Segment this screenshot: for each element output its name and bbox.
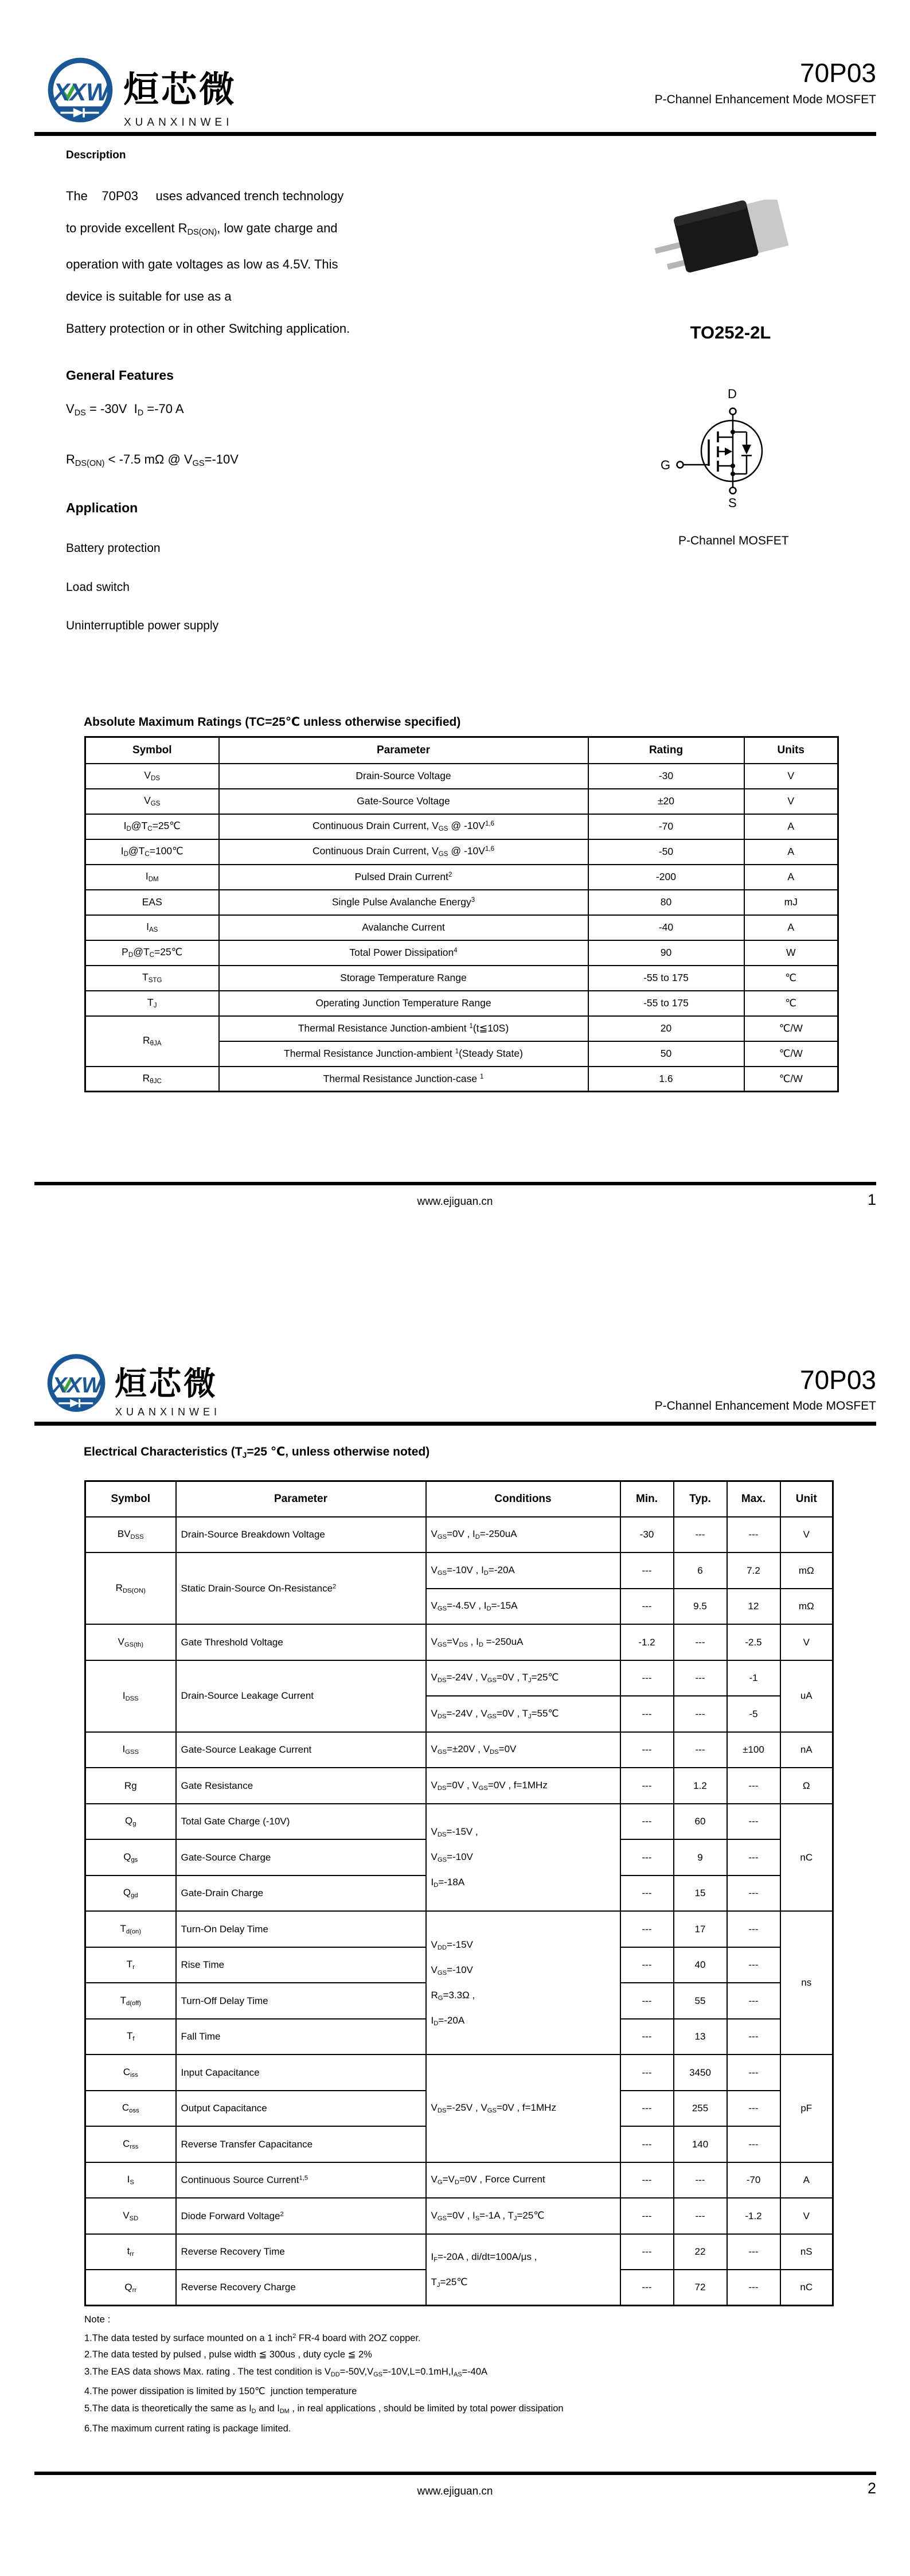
footer-rule xyxy=(34,1182,876,1185)
table-cell: Avalanche Current xyxy=(219,915,588,940)
table-cell: mΩ xyxy=(780,1589,833,1625)
table-cell: --- xyxy=(727,2054,780,2091)
table-cell: 15 xyxy=(674,1875,727,1912)
header-rule xyxy=(34,1422,876,1426)
table-cell: 1.6 xyxy=(588,1067,744,1092)
table-cell: --- xyxy=(620,2091,674,2127)
table-cell: nC xyxy=(780,2270,833,2306)
table-cell: -30 xyxy=(620,1517,674,1553)
features-title: General Features xyxy=(66,368,174,383)
table-cell: --- xyxy=(727,2270,780,2306)
table-cell: --- xyxy=(620,1947,674,1983)
brand-name-en: XUANXINWEI xyxy=(124,116,233,129)
table-cell: $V_{GS}=-10V$ , $I_D=-20A$ xyxy=(426,1552,620,1589)
table-row xyxy=(85,2234,833,2270)
table-cell: Continuous Drain Current, $V_{GS}$ @ $-10V^{1,6}$ xyxy=(219,839,588,865)
table-row xyxy=(85,1911,833,1947)
table-cell: -40 xyxy=(588,915,744,940)
table-row xyxy=(85,865,838,890)
notes-title: Note : xyxy=(84,2314,111,2325)
table-cell: $T_J$ xyxy=(85,991,219,1016)
footer-url[interactable]: www.ejiguan.cn xyxy=(417,1196,493,1208)
table-cell: $T_{STG}$ xyxy=(85,966,219,991)
table-cell: ±100 xyxy=(727,1732,780,1768)
table-cell: --- xyxy=(620,1696,674,1732)
application-line: Battery protection xyxy=(66,542,161,555)
table-cell: nS xyxy=(780,2234,833,2270)
table-cell: 50 xyxy=(588,1041,744,1067)
table-cell: Diode Forward Voltage$^2$ xyxy=(176,2198,426,2234)
table-cell: Continuous Source Current$^{1,5}$ xyxy=(176,2162,426,2198)
table-cell: Rise Time xyxy=(176,1947,426,1983)
table-cell: nA xyxy=(780,1732,833,1768)
table-cell: --- xyxy=(674,2198,727,2234)
table-cell: --- xyxy=(727,1911,780,1947)
table-cell: Drain-Source Leakage Current xyxy=(176,1660,426,1732)
feature-line: $R_{DS(ON)} < -7.5$ mΩ @ $V_{GS}=-10V$ xyxy=(66,452,239,469)
table-cell: Storage Temperature Range xyxy=(219,966,588,991)
doc-subtitle: P-Channel Enhancement Mode MOSFET xyxy=(654,93,876,106)
table-cell: 9 xyxy=(674,1839,727,1875)
table-cell: --- xyxy=(620,1839,674,1875)
table-cell: Ω xyxy=(780,1768,833,1804)
table-cell: $I_S$ xyxy=(85,2162,176,2198)
table-cell: 13 xyxy=(674,2019,727,2055)
terminal-label-drain: D xyxy=(728,387,737,401)
table-cell: --- xyxy=(620,1552,674,1589)
table-cell: Reverse Recovery Time xyxy=(176,2234,426,2270)
table-cell: -1.2 xyxy=(620,1624,674,1660)
table-cell: Operating Junction Temperature Range xyxy=(219,991,588,1016)
table-cell: Turn-On Delay Time xyxy=(176,1911,426,1947)
table-cell: $P_D@T_C=25℃$ xyxy=(85,940,219,966)
description-line: The 70P03 uses advanced trench technology xyxy=(66,189,344,203)
table-cell: --- xyxy=(674,1732,727,1768)
description-line: device is suitable for use as a xyxy=(66,289,232,304)
table-cell: --- xyxy=(620,2162,674,2198)
table-cell: mJ xyxy=(744,890,838,915)
table-cell: $V_{GS}=V_{DS}$ , $I_D =-250uA$ xyxy=(426,1624,620,1660)
application-title: Application xyxy=(66,500,138,515)
table-cell: 9.5 xyxy=(674,1589,727,1625)
table-cell: 22 xyxy=(674,2234,727,2270)
table-cell: 3450 xyxy=(674,2054,727,2091)
table-cell: Gate Threshold Voltage xyxy=(176,1624,426,1660)
terminal-label-gate: G xyxy=(661,458,671,472)
table-cell: 72 xyxy=(674,2270,727,2306)
table-cell: -70 xyxy=(727,2162,780,2198)
table-cell: pF xyxy=(780,2054,833,2162)
column-header: Typ. xyxy=(674,1481,727,1517)
table-cell: Output Capacitance xyxy=(176,2091,426,2127)
table-cell: A xyxy=(780,2162,833,2198)
table-cell: V xyxy=(744,789,838,814)
note-line: 3.The EAS data shows Max. rating . The test condition is $V_{DD}=-50V,V_{GS}=-10V,L=0.1mH,I_{AS}=-40A$ xyxy=(84,2366,488,2378)
table-cell: -55 to 175 xyxy=(588,991,744,1016)
table-cell: $T_{d(on)}$ xyxy=(85,1911,176,1947)
table-row xyxy=(85,1768,833,1804)
table-cell: $I_{AS}$ xyxy=(85,915,219,940)
note-line: 2.The data tested by pulsed , pulse width ≦ 300us , duty cycle ≦ 2% xyxy=(84,2349,372,2360)
table-cell: $C_{oss}$ xyxy=(85,2091,176,2127)
table-cell: --- xyxy=(620,1732,674,1768)
feature-line: $V_{DS} = -30V$ $I_D =-70$ A xyxy=(66,402,184,418)
table-cell: 255 xyxy=(674,2091,727,2127)
table-row xyxy=(85,1732,833,1768)
table-row xyxy=(85,1624,833,1660)
table-cell: $V_{GS}=-4.5V$ , $I_D=-15A$ xyxy=(426,1589,620,1625)
table-cell: 6 xyxy=(674,1552,727,1589)
table-cell: --- xyxy=(727,1839,780,1875)
table-cell: $V_{DS}=-15V$ , $V_{GS}=-10V$ $I_D=-18A$ xyxy=(426,1804,620,1912)
table-cell: $I_{GSS}$ xyxy=(85,1732,176,1768)
column-header: Symbol xyxy=(85,1481,176,1517)
note-line: 1.The data tested by surface mounted on a 1 inch$^2$ FR-4 board with 2OZ copper. xyxy=(84,2332,421,2343)
description-line: to provide excellent $R_{DS(ON)}$, low gate charge and xyxy=(66,221,338,238)
table-cell: $t_{rr}$ xyxy=(85,2234,176,2270)
table-cell: 55 xyxy=(674,1983,727,2019)
table-cell: --- xyxy=(620,2126,674,2162)
table-row xyxy=(85,1804,833,1840)
table-cell: $R_{DS(ON)}$ xyxy=(85,1552,176,1624)
table-row xyxy=(85,789,838,814)
table-cell: $V_{SD}$ xyxy=(85,2198,176,2234)
body-diode-icon xyxy=(742,445,751,454)
table-row xyxy=(85,1067,838,1092)
table-cell: $Q_{gd}$ xyxy=(85,1875,176,1912)
ec-title: Electrical Characteristics ($T_J=25$ ℃, unless otherwise noted) xyxy=(84,1445,430,1460)
table-cell: 20 xyxy=(588,1016,744,1041)
table-cell: $T_f$ xyxy=(85,2019,176,2055)
table-cell: --- xyxy=(620,1911,674,1947)
table-cell: $V_{DS}=-25V$ , $V_{GS}=0V$ , f=1MHz xyxy=(426,2054,620,2162)
table-cell: --- xyxy=(727,1947,780,1983)
doc-subtitle: P-Channel Enhancement Mode MOSFET xyxy=(654,1399,876,1412)
table-cell: --- xyxy=(727,1804,780,1840)
column-header: Parameter xyxy=(176,1481,426,1517)
table-cell: Total Gate Charge (-10V) xyxy=(176,1804,426,1840)
table-cell: Single Pulse Avalanche Energy$^3$ xyxy=(219,890,588,915)
table-cell: -1.2 xyxy=(727,2198,780,2234)
table-cell: Drain-Source Voltage xyxy=(219,764,588,789)
table-cell: -55 to 175 xyxy=(588,966,744,991)
table-cell: $V_{DD}=-15V$ $V_{GS}=-10V$ $R_G=3.3\Omega$ , $I_D=-20A$ xyxy=(426,1911,620,2054)
table-cell: 140 xyxy=(674,2126,727,2162)
table-cell: 17 xyxy=(674,1911,727,1947)
note-line: 6.The maximum current rating is package limited. xyxy=(84,2423,291,2434)
table-cell: $V_{GS}=0V$ , $I_D=-250uA$ xyxy=(426,1517,620,1553)
table-row xyxy=(85,940,838,966)
table-cell: A xyxy=(744,814,838,839)
application-line: Load switch xyxy=(66,581,130,594)
table-row xyxy=(85,966,838,991)
table-cell: --- xyxy=(727,2019,780,2055)
table-cell: A xyxy=(744,915,838,940)
table-cell: 80 xyxy=(588,890,744,915)
brand-name-en: XUANXINWEI xyxy=(115,1406,221,1418)
header-row xyxy=(85,737,838,764)
table-cell: $I_{DSS}$ xyxy=(85,1660,176,1732)
table-cell: Input Capacitance xyxy=(176,2054,426,2091)
column-header: Rating xyxy=(588,737,744,764)
table-cell: $V_{GS}=\pm 20V$ , $V_{DS}=0V$ xyxy=(426,1732,620,1768)
part-number: 70P03 xyxy=(799,58,876,88)
page-number: 1 xyxy=(867,1191,876,1208)
table-cell: ℃ xyxy=(744,991,838,1016)
logo-xxw-text: XXW xyxy=(53,79,110,107)
table-cell: --- xyxy=(727,1768,780,1804)
table-cell: $I_D@T_C=25℃$ xyxy=(85,814,219,839)
table-cell: $R_{\theta JC}$ xyxy=(85,1067,219,1092)
table-row xyxy=(85,839,838,865)
table-row xyxy=(85,814,838,839)
description-line: Battery protection or in other Switching application. xyxy=(66,321,350,336)
table-cell: -5 xyxy=(727,1696,780,1732)
table-cell: -50 xyxy=(588,839,744,865)
table-cell: Thermal Resistance Junction-ambient $^1$(Steady State) xyxy=(219,1041,588,1067)
description-title: Description xyxy=(66,149,126,161)
table-cell: nC xyxy=(780,1804,833,1912)
table-row xyxy=(85,1660,833,1696)
table-cell: Static Drain-Source On-Resistance$^2$ xyxy=(176,1552,426,1624)
table-cell: $V_{DS}=0V$ , $V_{GS}=0V$ , f=1MHz xyxy=(426,1768,620,1804)
table-cell: mΩ xyxy=(780,1552,833,1589)
table-cell: $I_D@T_C=100℃$ xyxy=(85,839,219,865)
table-cell: ±20 xyxy=(588,789,744,814)
table-cell: Turn-Off Delay Time xyxy=(176,1983,426,2019)
table-cell: --- xyxy=(620,1768,674,1804)
table-cell: --- xyxy=(674,1660,727,1696)
table-cell: $T_{d(off)}$ xyxy=(85,1983,176,2019)
table-row xyxy=(85,915,838,940)
table-cell: $Q_{rr}$ xyxy=(85,2270,176,2306)
company-logo-icon xyxy=(43,55,119,131)
table-cell: $Q_g$ xyxy=(85,1804,176,1840)
table-cell: 60 xyxy=(674,1804,727,1840)
table-cell: ℃/W xyxy=(744,1067,838,1092)
table-cell: --- xyxy=(620,1983,674,2019)
table-cell: --- xyxy=(674,1696,727,1732)
table-cell: -1 xyxy=(727,1660,780,1696)
table-cell: --- xyxy=(727,1983,780,2019)
table-cell: --- xyxy=(620,2234,674,2270)
table-cell: --- xyxy=(727,2091,780,2127)
table-cell: 40 xyxy=(674,1947,727,1983)
table-cell: $V_{DS}$ xyxy=(85,764,219,789)
page-number: 2 xyxy=(867,2480,876,2497)
table-cell: V xyxy=(780,2198,833,2234)
header-rule xyxy=(34,132,876,136)
table-cell: Reverse Transfer Capacitance xyxy=(176,2126,426,2162)
table-cell: V xyxy=(780,1624,833,1660)
application-line: Uninterruptible power supply xyxy=(66,619,219,632)
table-cell: Drain-Source Breakdown Voltage xyxy=(176,1517,426,1553)
table-cell: $R_{\theta JA}$ xyxy=(85,1016,219,1067)
note-line: 4.The power dissipation is limited by 150℃ junction temperature xyxy=(84,2386,357,2397)
table-cell: --- xyxy=(620,2019,674,2055)
table-row xyxy=(85,1517,833,1553)
table-cell: 90 xyxy=(588,940,744,966)
table-cell: V xyxy=(780,1517,833,1553)
table-cell: Thermal Resistance Junction-ambient $^1$(t≦10S) xyxy=(219,1016,588,1041)
header-row xyxy=(85,1481,833,1517)
table-row xyxy=(85,2198,833,2234)
abs-max-ratings-table xyxy=(84,736,839,1092)
table-cell: 7.2 xyxy=(727,1552,780,1589)
table-cell: $V_{DS}=-24V$ , $V_{GS}=0V$ , $T_J=55℃$ xyxy=(426,1696,620,1732)
table-cell: --- xyxy=(620,2198,674,2234)
channel-arrow xyxy=(725,448,732,456)
part-number: 70P03 xyxy=(799,1365,876,1395)
table-cell: --- xyxy=(620,1804,674,1840)
terminal-label-source: S xyxy=(728,496,737,510)
table-cell: --- xyxy=(620,1875,674,1912)
table-cell: ℃/W xyxy=(744,1016,838,1041)
note-line: 5.The data is theoretically the same as $I_D$ and $I_{DM}$ , in real applications , should be limited by total power dissipation xyxy=(84,2403,564,2415)
table-cell: $BV_{DSS}$ xyxy=(85,1517,176,1553)
amr-title: Absolute Maximum Ratings (TC=25℃ unless otherwise specified) xyxy=(84,715,461,729)
table-row xyxy=(85,1016,838,1041)
table-cell: 12 xyxy=(727,1589,780,1625)
table-cell: -200 xyxy=(588,865,744,890)
table-cell: W xyxy=(744,940,838,966)
table-cell: EAS xyxy=(85,890,219,915)
table-row xyxy=(85,2162,833,2198)
table-cell: A xyxy=(744,839,838,865)
package-label: TO252-2L xyxy=(690,322,771,343)
table-cell: Thermal Resistance Junction-case $^1$ xyxy=(219,1067,588,1092)
table-cell: 1.2 xyxy=(674,1768,727,1804)
table-cell: $C_{rss}$ xyxy=(85,2126,176,2162)
table-cell: Reverse Recovery Charge xyxy=(176,2270,426,2306)
table-cell: $I_{DM}$ xyxy=(85,865,219,890)
table-cell: --- xyxy=(727,2126,780,2162)
table-cell: --- xyxy=(674,1517,727,1553)
column-header: Min. xyxy=(620,1481,674,1517)
table-cell: $V_G=V_D=0V$ , Force Current xyxy=(426,2162,620,2198)
electrical-characteristics-table xyxy=(84,1480,834,2306)
table-cell: Gate-Drain Charge xyxy=(176,1875,426,1912)
table-row xyxy=(85,890,838,915)
table-cell: Pulsed Drain Current$^2$ xyxy=(219,865,588,890)
brand-name-cn: 烜芯微 xyxy=(123,70,237,110)
table-cell: ℃ xyxy=(744,966,838,991)
table-cell: Gate-Source Voltage xyxy=(219,789,588,814)
table-cell: --- xyxy=(727,1517,780,1553)
column-header: Max. xyxy=(727,1481,780,1517)
table-cell: --- xyxy=(620,2270,674,2306)
package-photo xyxy=(654,200,809,280)
table-cell: --- xyxy=(620,1660,674,1696)
table-cell: Fall Time xyxy=(176,2019,426,2055)
column-header: Parameter xyxy=(219,737,588,764)
table-cell: Gate Resistance xyxy=(176,1768,426,1804)
company-logo-icon xyxy=(43,1352,111,1419)
table-row xyxy=(85,764,838,789)
table-cell: --- xyxy=(620,2054,674,2091)
brand-name-cn: 烜芯微 xyxy=(115,1365,218,1402)
table-row xyxy=(85,2054,833,2091)
table-cell: Gate-Source Charge xyxy=(176,1839,426,1875)
table-cell: -30 xyxy=(588,764,744,789)
symbol-caption: P-Channel MOSFET xyxy=(678,534,789,547)
description-line: operation with gate voltages as low as 4.5V. This xyxy=(66,257,338,272)
table-cell: V xyxy=(744,764,838,789)
table-cell: --- xyxy=(674,2162,727,2198)
logo-xxw-text: XXW xyxy=(52,1372,103,1398)
table-cell: --- xyxy=(727,2234,780,2270)
table-cell: --- xyxy=(674,1624,727,1660)
table-cell: -70 xyxy=(588,814,744,839)
table-cell: ns xyxy=(780,1911,833,2054)
table-cell: Rg xyxy=(85,1768,176,1804)
table-cell: $I_F=-20A$ , di/dt=100A/μs , $T_J=25℃$ xyxy=(426,2234,620,2306)
table-cell: $C_{iss}$ xyxy=(85,2054,176,2091)
column-header: Conditions xyxy=(426,1481,620,1517)
table-cell: --- xyxy=(727,1875,780,1912)
table-cell: Total Power Dissipation$^4$ xyxy=(219,940,588,966)
column-header: Units xyxy=(744,737,838,764)
table-cell: Gate-Source Leakage Current xyxy=(176,1732,426,1768)
table-cell: $Q_{gs}$ xyxy=(85,1839,176,1875)
table-cell: $V_{DS}=-24V$ , $V_{GS}=0V$ , $T_J=25℃$ xyxy=(426,1660,620,1696)
table-cell: ℃/W xyxy=(744,1041,838,1067)
table-cell: A xyxy=(744,865,838,890)
column-header: Unit xyxy=(780,1481,833,1517)
footer-rule xyxy=(34,2472,876,2475)
table-cell: $T_r$ xyxy=(85,1947,176,1983)
table-cell: $V_{GS}$ xyxy=(85,789,219,814)
column-header: Symbol xyxy=(85,737,219,764)
table-cell: uA xyxy=(780,1660,833,1732)
table-cell: $V_{GS(th)}$ xyxy=(85,1624,176,1660)
table-row xyxy=(85,1552,833,1589)
table-cell: Continuous Drain Current, $V_{GS}$ @ $-10V^{1,6}$ xyxy=(219,814,588,839)
table-cell: --- xyxy=(620,1589,674,1625)
table-cell: -2.5 xyxy=(727,1624,780,1660)
table-cell: $V_{GS}=0V$ , $I_S=-1A$ , $T_J=25℃$ xyxy=(426,2198,620,2234)
table-row xyxy=(85,991,838,1016)
footer-url[interactable]: www.ejiguan.cn xyxy=(417,2485,493,2497)
